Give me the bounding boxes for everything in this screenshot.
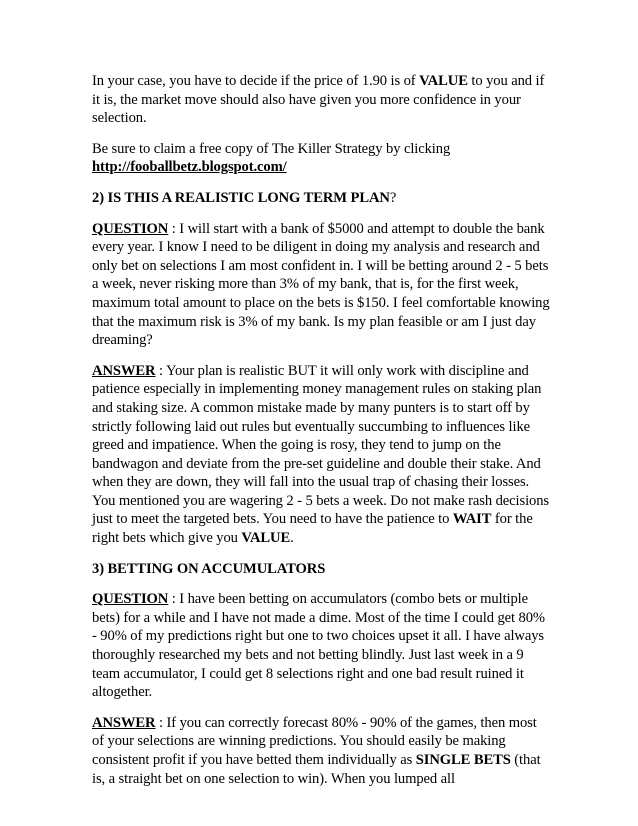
question-2-paragraph [92, 590, 552, 702]
section-heading-3 [92, 560, 552, 579]
strategy-offer-text: Be sure to claim a free copy of The Killer Strategy by clicking [92, 140, 451, 157]
blog-link[interactable]: http://fooballbetz.blogspot.com/ [92, 159, 287, 176]
question-2-label: QUESTION [92, 591, 169, 608]
question-1-label: QUESTION [92, 220, 169, 237]
intro-text-2: to you and if it is, the market move should also have given you more confidence in your selection. [92, 73, 545, 127]
answer-2-paragraph [92, 714, 552, 788]
answer-1-text-2: for the right bets which give you [92, 511, 533, 547]
question-1-text: : I will start with a bank of $5000 and attempt to double the bank every year. I know I need to be diligent in doing my analysis and research and only bet on selections I am most confident in. I will be betting around 2 - 5 bets a week, never risking more than 3% of my bank, that is, for the first week, maximum total amount to place on the bets is $150. I feel comfortable knowing that the maximum risk is 3% of my bank. Is my plan feasible or am I just day dreaming? [92, 220, 550, 349]
answer-1-text-1: : Your plan is realistic BUT it will only work with discipline and patience especially in implementing money management rules on staking plan and staking size. A common mistake made by many punters is to start off by strictly following laid out rules but eventually succumbing to influences like greed and impatience. When the going is rosy, they tend to jump on the bandwagon and deviate from the pre-set guideline and double their stake. And when they are down, they will fall into the usual trap of chasing their losses. You mentioned you are wagering 2 - 5 bets a week. Do not make rash decisions just to meet the targeted bets. You need to have the patience to [92, 362, 549, 528]
section-heading-2 [92, 189, 552, 208]
question-1-paragraph [92, 220, 552, 350]
answer-1-label: ANSWER [92, 362, 156, 379]
intro-paragraph [92, 72, 552, 128]
document-page [92, 72, 552, 800]
section-heading-3-text: 3) BETTING ON ACCUMULATORS [92, 560, 326, 577]
single-bets-emphasis: SINGLE BETS [415, 752, 511, 768]
strategy-offer-paragraph [92, 140, 552, 177]
answer-2-label: ANSWER [92, 714, 156, 731]
answer-1-text-3: . [290, 530, 294, 547]
value-emphasis-2: VALUE [241, 530, 291, 547]
section-heading-2-question-mark: ? [389, 189, 397, 206]
answer-1-paragraph [92, 362, 552, 548]
value-emphasis: VALUE [419, 73, 468, 89]
answer-2-text-1: : If you can correctly forecast 80% - 90% of the games, then most of your selections are winning predictions. You should easily be making consistent profit if you have betted them individually as [92, 714, 537, 768]
section-heading-2-text: 2) IS THIS A REALISTIC LONG TERM PLAN [92, 189, 390, 206]
wait-emphasis: WAIT [452, 511, 492, 528]
question-2-text: : I have been betting on accumulators (combo bets or multiple bets) for a while and I have not made a dime. Most of the time I could get 80% - 90% of my predictions right but one to two choices upset it all. I have always thoroughly researched my bets and not betting blindly. Just last week in a 9 team accumulator, I could get 8 selections right and one bad result ruined it altogether. [92, 591, 545, 701]
answer-2-text-2: (that is, a straight bet on one selection to win). When you lumped all [92, 752, 541, 787]
intro-text-1: In your case, you have to decide if the price of 1.90 is of [92, 73, 420, 89]
